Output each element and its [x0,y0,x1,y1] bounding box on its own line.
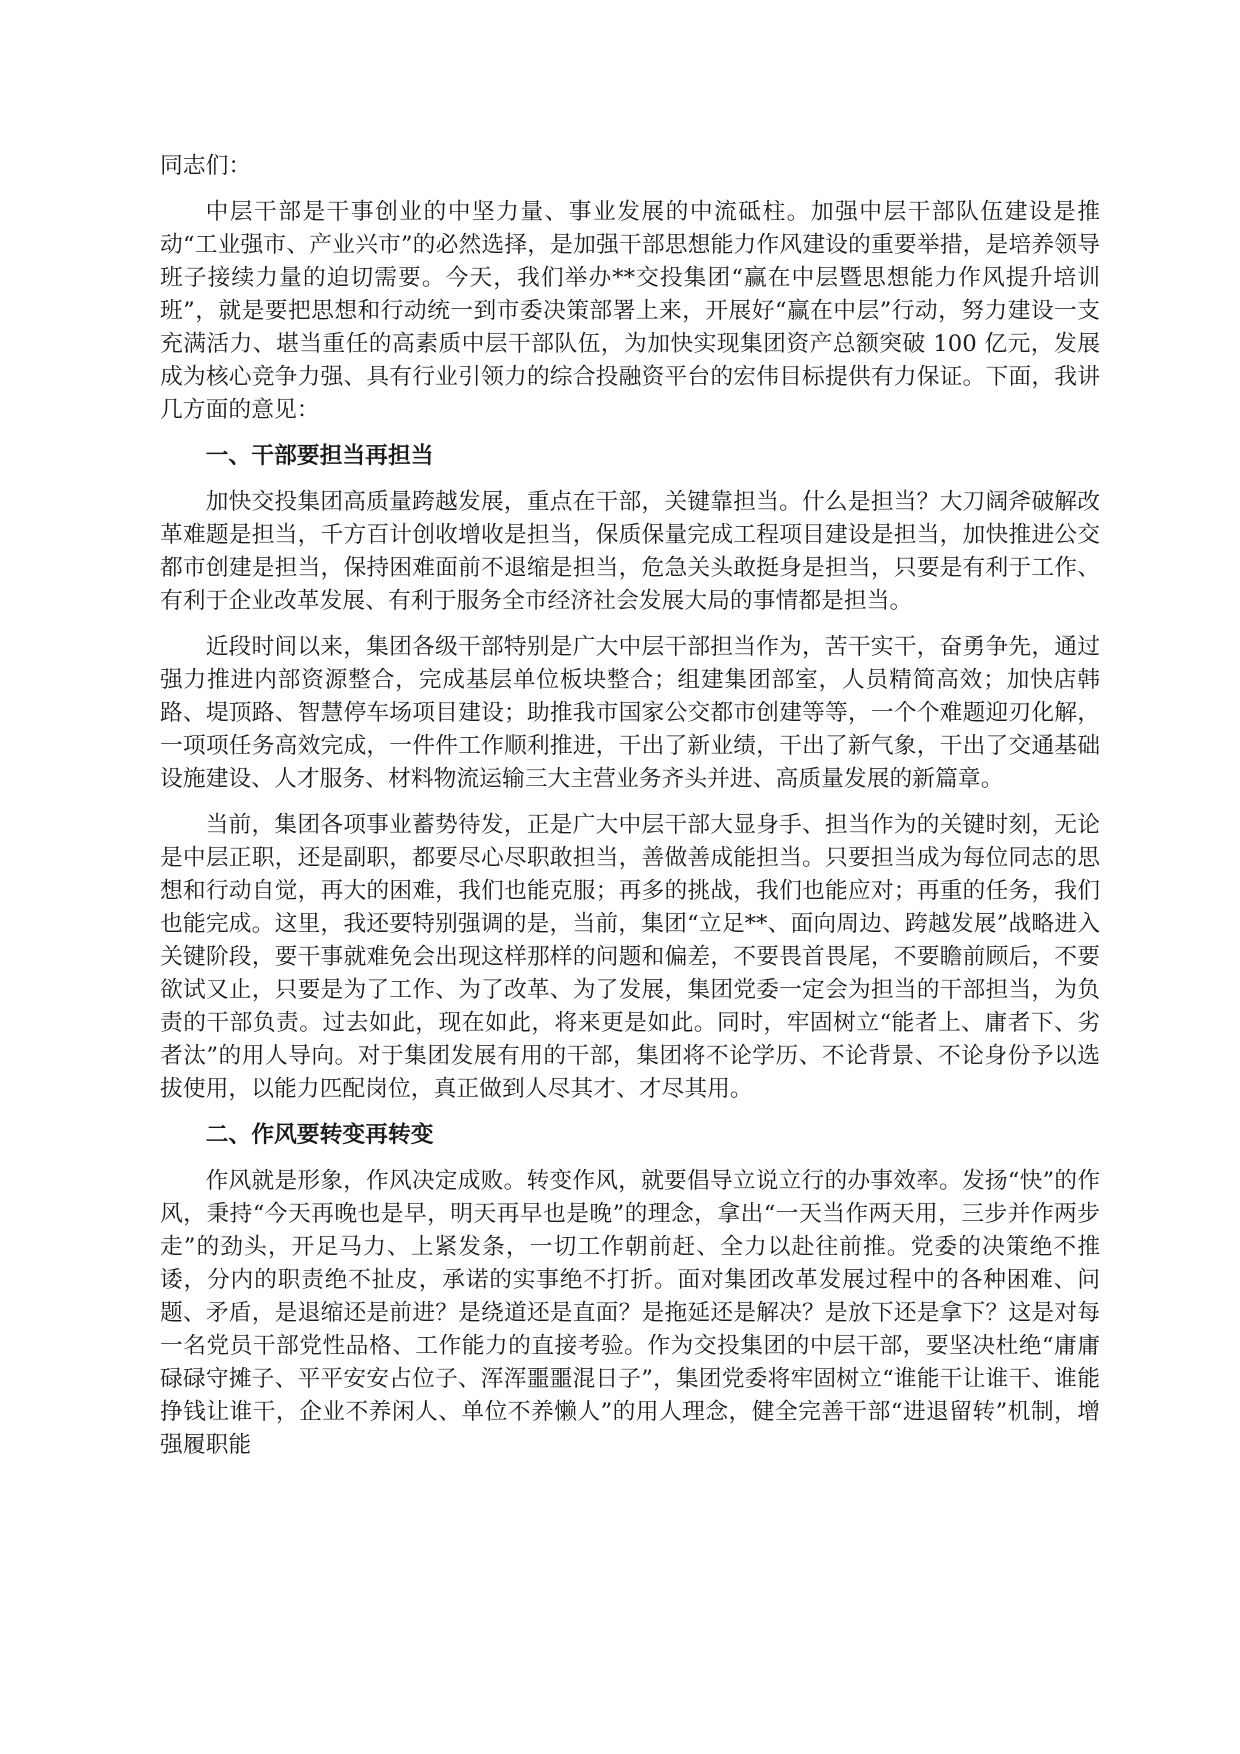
section-heading-1: 一、干部要担当再担当 [205,443,434,469]
section1-paragraph-3: 当前，集团各项事业蓄势待发，正是广大中层干部大显身手、担当作为的关键时刻，无论是中层正职，还是副职，都要尽心尽职敢担当，善做善成能担当。只要担当成为每位同志的思想和行动自觉，再大的困难，我们也能克服；再多的挑战，我们也能应对；再重的任务，我们也能完成。这里，我还要特别强调的是，当前，集团“立足**、面向周边、跨越发展”战略进入关键阶段，要干事就难免会出现这样那样的问题和偏差，不要畏首畏尾，不要瞻前顾后，不要欲试又止，只要是为了工作、为了改革、为了发展，集团党委一定会为担当的干部担当，为负责的干部负责。过去如此，现在如此，将来更是如此。同时，牢固树立“能者上、庸者下、劣者汰”的用人导向。对于集团发展有用的干部，集团将不论学历、不论背景、不论身份予以选拔使用，以能力匹配岗位，真正做到人尽其才、才尽其用。 [160,812,1100,1102]
salutation: 同志们： [160,153,252,179]
section2-paragraph-1: 作风就是形象，作风决定成败。转变作风，就要倡导立说立行的办事效率。发扬“快”的作风，秉持“今天再晚也是早，明天再早也是晚”的理念，拿出“一天当作两天用，三步并作两步走”的劲头，开足马力、上紧发条，一切工作朝前赶、全力以赴往前推。党委的决策绝不推诿，分内的职责绝不扯皮，承诺的实事绝不打折。面对集团改革发展过程中的各种困难、问题、矛盾，是退缩还是前进？是绕道还是直面？是拖延还是解决？是放下还是拿下？这是对每一名党员干部党性品格、工作能力的直接考验。作为交投集团的中层干部，要坚决杜绝“庸庸碌碌守摊子、平平安安占位子、浑浑噩噩混日子”，集团党委将牢固树立“谁能干让谁干、谁能挣钱让谁干，企业不养闲人、单位不养懒人”的用人理念，健全完善干部“进退留转”机制，增强履职能 [160,1168,1100,1458]
document-page [160,150,1100,1475]
intro-paragraph: 中层干部是干事创业的中坚力量、事业发展的中流砥柱。加强中层干部队伍建设是推动“工业强市、产业兴市”的必然选择，是加强干部思想能力作风建设的重要举措，是培养领导班子接续力量的迫切需要。今天，我们举办**交投集团“赢在中层暨思想能力作风提升培训班”，就是要把思想和行动统一到市委决策部署上来，开展好“赢在中层”行动，努力建设一支充满活力、堪当重任的高素质中层干部队伍，为加快实现集团资产总额突破 100 亿元，发展成为核心竞争力强、具有行业引领力的综合投融资平台的宏伟目标提供有力保证。下面，我讲几方面的意见： [160,199,1100,423]
section1-paragraph-1: 加快交投集团高质量跨越发展，重点在干部，关键靠担当。什么是担当？大刀阔斧破解改革难题是担当，千方百计创收增收是担当，保质保量完成工程项目建设是担当，加快推进公交都市创建是担当，保持困难面前不退缩是担当，危急关头敢挺身是担当，只要是有利于工作、有利于企业改革发展、有利于服务全市经济社会发展大局的事情都是担当。 [160,489,1100,614]
section1-paragraph-2: 近段时间以来，集团各级干部特别是广大中层干部担当作为，苦干实干，奋勇争先，通过强力推进内部资源整合，完成基层单位板块整合；组建集团部室，人员精简高效；加快店韩路、堤顶路、智慧停车场项目建设；助推我市国家公交都市创建等等，一个个难题迎刃化解，一项项任务高效完成，一件件工作顺利推进，干出了新业绩，干出了新气象，干出了交通基础设施建设、人才服务、材料物流运输三大主营业务齐头并进、高质量发展的新篇章。 [160,634,1100,792]
section-heading-2: 二、作风要转变再转变 [205,1122,434,1148]
